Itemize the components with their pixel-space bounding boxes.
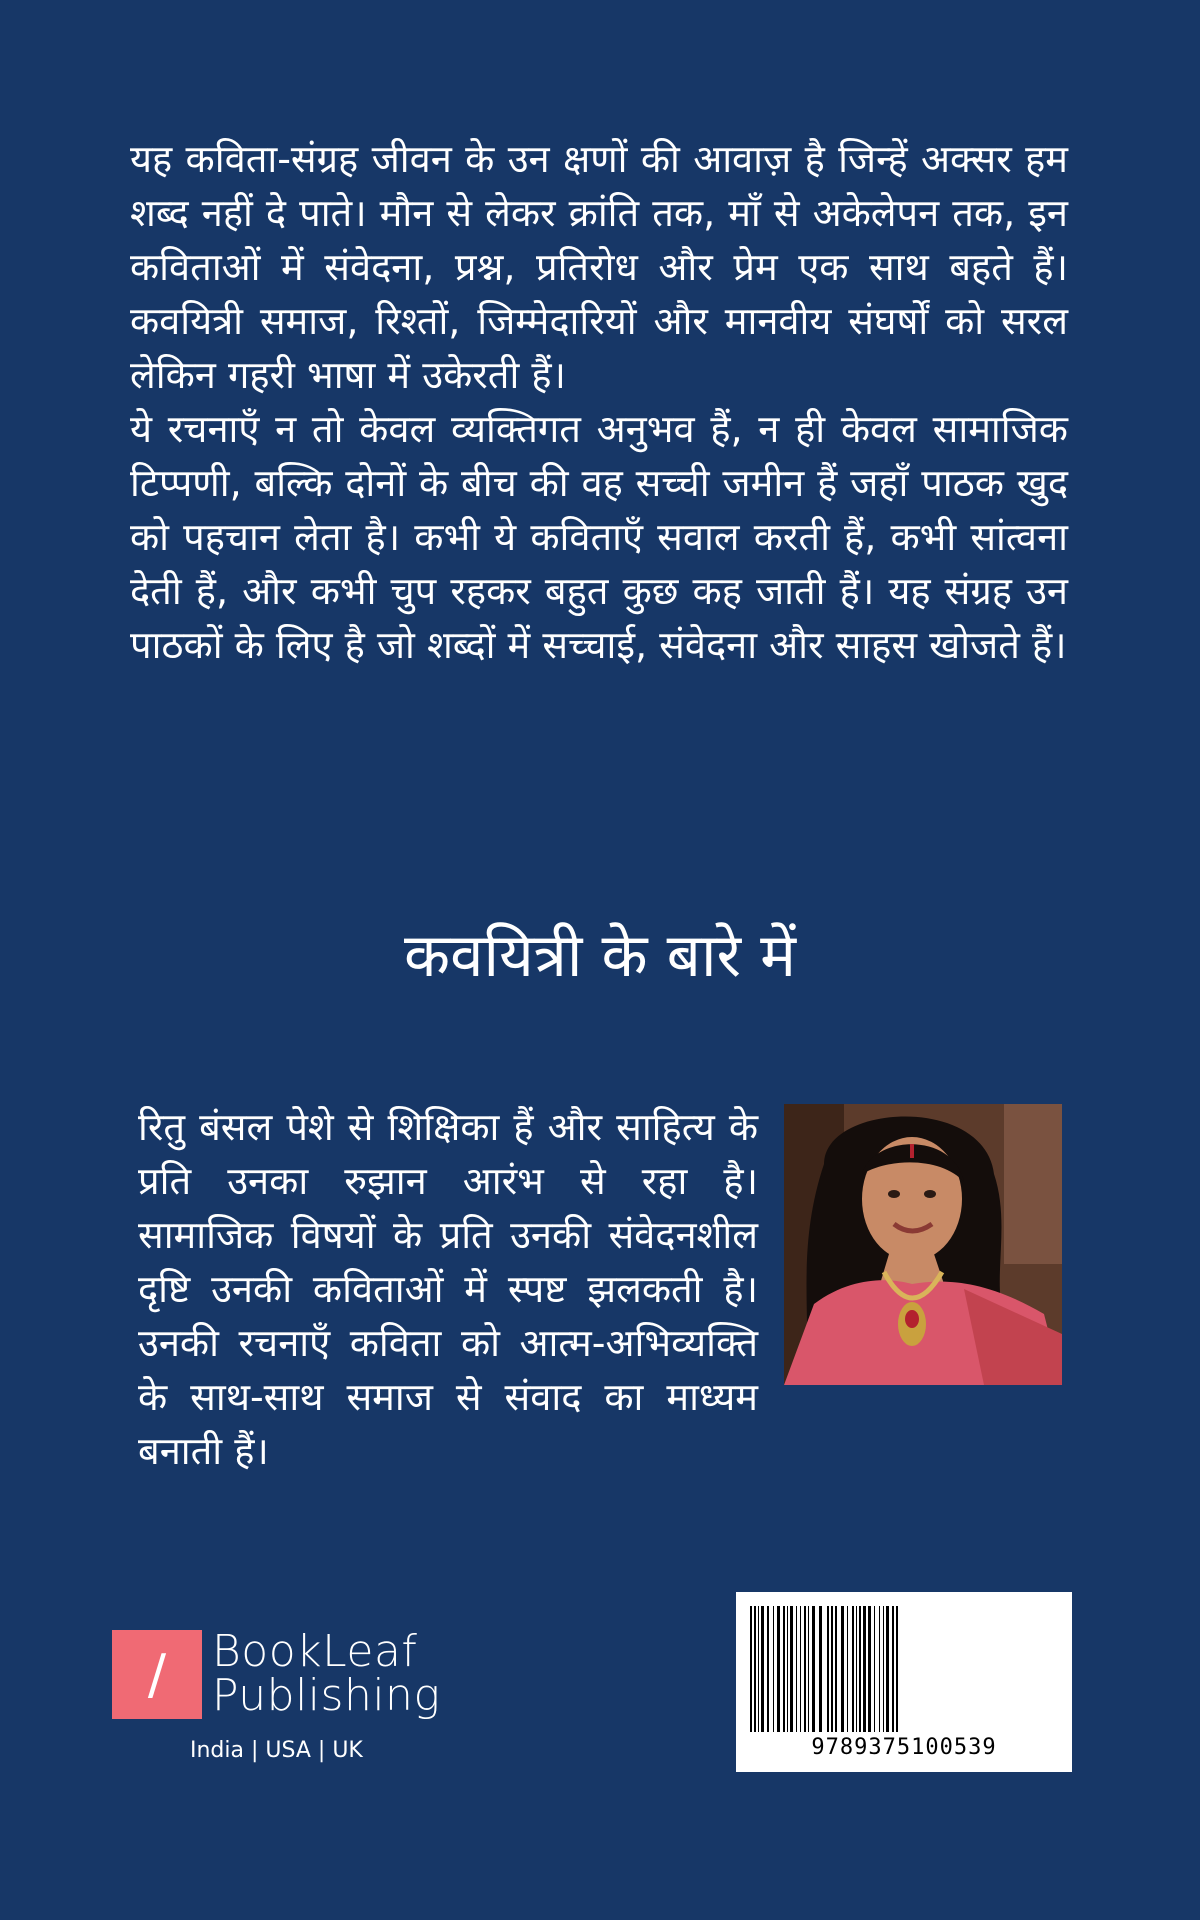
book-blurb — [130, 132, 1068, 672]
barcode-bar — [856, 1606, 857, 1732]
barcode-bar — [758, 1606, 759, 1732]
bottom-edge — [0, 1920, 1200, 1930]
author-photo — [784, 1104, 1062, 1385]
author-portrait-illustration — [784, 1104, 1062, 1385]
barcode-bar — [796, 1606, 797, 1732]
barcode-bars — [746, 1606, 1062, 1732]
barcode-bar — [859, 1606, 861, 1732]
barcode-bar — [754, 1606, 756, 1732]
publisher-name-line1: BookLeaf — [212, 1626, 418, 1677]
barcode-bar — [761, 1606, 764, 1732]
barcode-bar — [804, 1606, 806, 1732]
barcode-bar — [819, 1606, 822, 1732]
barcode-bar — [892, 1606, 894, 1732]
barcode-bar — [831, 1606, 833, 1732]
barcode-bar — [812, 1606, 815, 1732]
barcode-bar — [790, 1606, 793, 1732]
barcode-bar — [886, 1606, 889, 1732]
barcode-bar — [783, 1606, 785, 1732]
barcode-bar — [787, 1606, 788, 1732]
barcode-bar — [874, 1606, 875, 1732]
barcode-bar — [863, 1606, 866, 1732]
publisher-regions: India | USA | UK — [190, 1738, 363, 1763]
isbn-number: 9789375100539 — [811, 1735, 997, 1760]
logo-slash-glyph: / — [147, 1643, 167, 1706]
barcode-bar — [827, 1606, 829, 1732]
barcode-bar — [835, 1606, 837, 1732]
barcode-bar — [841, 1606, 844, 1732]
blurb-paragraph-1: यह कविता-संग्रह जीवन के उन क्षणों की आवाज़ है जिन्हें अक्सर हम शब्द नहीं दे पाते। मौन से लेकर क्रांति तक, माँ से अकेलेपन तक, इन कविताओं में संवेदना, प्रश्न, प्रतिरोध और प्रेम एक साथ बहते हैं। कवयित्री समाज, रिश्तों, जिम्मेदारियों और मानवीय संघर्षों को सरल लेकिन गहरी भाषा में उकेरती हैं। — [130, 137, 1068, 397]
barcode-bar — [896, 1606, 898, 1732]
barcode-bar — [777, 1606, 780, 1732]
about-author-heading: कवयित्री के बारे में — [404, 921, 796, 991]
publisher-name-line2: Publishing — [212, 1670, 441, 1721]
barcode-bar — [767, 1606, 769, 1732]
barcode-bar — [800, 1606, 801, 1732]
barcode-bar — [773, 1606, 774, 1732]
isbn-barcode — [736, 1592, 1072, 1772]
barcode-bar — [883, 1606, 884, 1732]
barcode-bar — [879, 1606, 880, 1732]
barcode-bar — [847, 1606, 848, 1732]
author-bio: रितु बंसल पेशे से शिक्षिका हैं और साहित्य के प्रति उनका रुझान आरंभ से रहा है। सामाजिक विषयों के प्रति उनकी संवेदनशील दृष्टि उनकी कविताओं में स्पष्ट झलकती है। उनकी रचनाएँ कविता को आत्म-अभिव्यक्ति के साथ-साथ समाज से संवाद का माध्यम बनाती हैं। — [138, 1105, 758, 1473]
barcode-bar — [868, 1606, 871, 1732]
publisher-logo — [112, 1626, 452, 1770]
barcode-bar — [852, 1606, 854, 1732]
blurb-paragraph-2: ये रचनाएँ न तो केवल व्यक्तिगत अनुभव हैं, न ही केवल सामाजिक टिप्पणी, बल्कि दोनों के बीच की वह सच्ची जमीन हैं जहाँ पाठक खुद को पहचान लेता है। कभी ये कविताएँ सवाल करती हैं, कभी सांत्वना देती हैं, और कभी चुप रहकर बहुत कुछ कह जाती हैं। यह संग्रह उन पाठकों के लिए है जो शब्दों में सच्चाई, संवेदना और साहस खोजते हैं। — [130, 407, 1068, 667]
barcode-bar — [750, 1606, 752, 1732]
barcode-bar — [808, 1606, 809, 1732]
